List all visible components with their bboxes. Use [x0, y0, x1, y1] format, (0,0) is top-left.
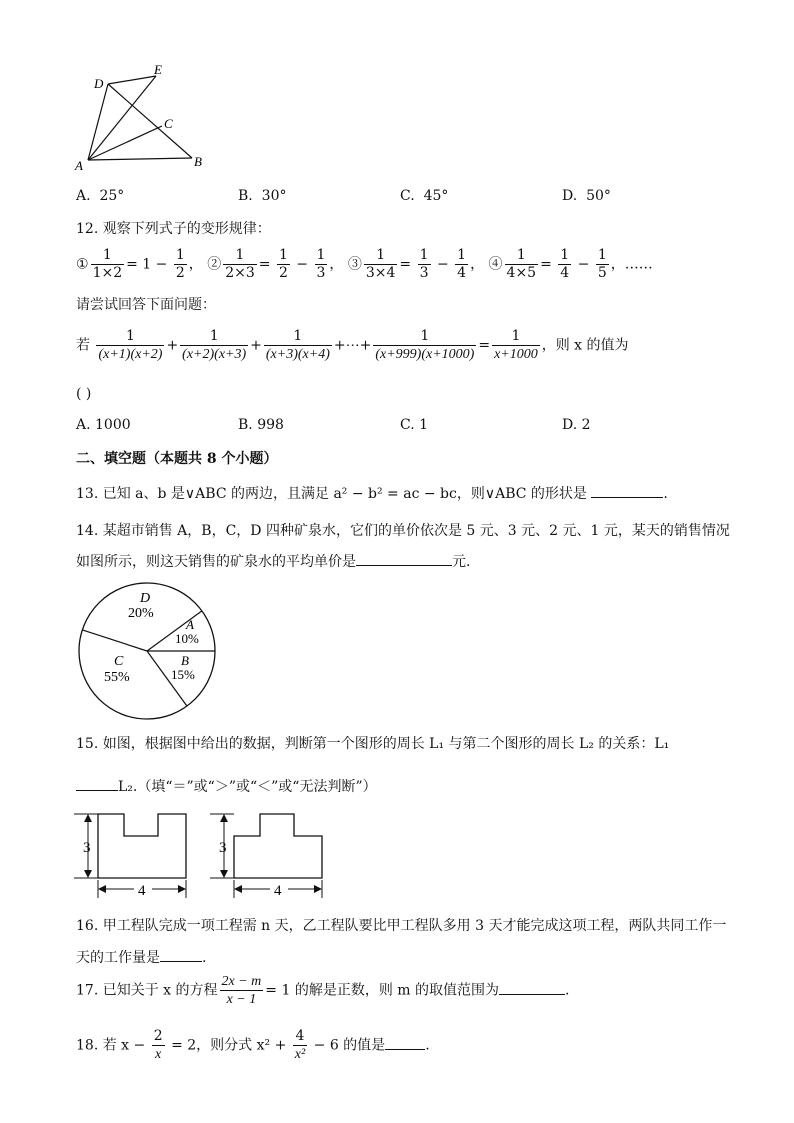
q18-text: 18. 若 x − $\frac{2}{x}$ = 2，则分式 x² + $\frac{4}{\text{x²}}$ − 6 的值是 .	[76, 1028, 430, 1062]
q14-pie-chart	[76, 580, 218, 722]
label-e: E	[154, 62, 162, 77]
section-fill-in-title: 二、填空题（本题共 8 个小题）	[76, 451, 278, 467]
q14-answer-blank[interactable]	[356, 551, 452, 566]
q11-triangle-figure	[70, 60, 220, 175]
segment-db	[108, 84, 192, 158]
q15-answer-blank[interactable]	[76, 776, 118, 791]
q16-line1: 16. 甲工程队完成一项工程需 n 天，乙工程队要比甲工程队多用 3 天才能完成这项工程，两队共同工作一	[76, 918, 727, 934]
q11-option-b: B. 30°	[238, 188, 287, 204]
pie-pct-b: 15%	[171, 667, 195, 682]
q12-option-a: A. 1000	[76, 417, 131, 433]
label-c: C	[164, 116, 173, 131]
segment-de	[108, 76, 156, 84]
q14-line1: 14. 某超市销售 A，B，C，D 四种矿泉水，它们的单价依次是 5 元、3 元、2 元、1 元，某天的销售情况	[76, 523, 730, 539]
q15-figures	[74, 806, 334, 906]
pie-label-c: C	[114, 654, 124, 669]
q11-option-d: D. 50°	[562, 188, 611, 204]
q13-text: 13. 已知 a、b 是∨ABC 的两边，且满足 a² − b² = ac − bc，则∨ABC 的形状是 .	[76, 483, 668, 504]
fig1-height-label: 3	[83, 840, 91, 856]
pie-pct-d: 20%	[128, 606, 154, 621]
q14-line2: 如图所示，则这天销售的矿泉水的平均单价是 元.	[76, 551, 470, 572]
pie-divider-d-c	[82, 630, 147, 651]
q11-option-c: C. 45°	[400, 188, 449, 204]
pie-label-d: D	[140, 591, 151, 606]
q12-option-d: D. 2	[562, 417, 591, 433]
q16-line2: 天的工作量是 .	[76, 947, 206, 968]
label-d: D	[94, 76, 104, 91]
figure-two	[210, 814, 322, 899]
segment-ac	[88, 126, 162, 160]
q12-answer-paren: ( )	[76, 386, 92, 402]
fig1-width-label: 4	[138, 883, 146, 899]
q16-answer-blank[interactable]	[160, 947, 202, 962]
fig2-height-label: 3	[219, 840, 227, 856]
q15-line1: 15. 如图，根据图中给出的数据，判断第一个图形的周长 L₁ 与第二个图形的周长 L₂ 的关系：L₁	[76, 736, 670, 752]
pie-pct-a: 10%	[175, 631, 199, 646]
fig2-width-label: 4	[274, 883, 282, 899]
q12-equation: 若 $\frac{1}{(x+1)(x+2)}$ + $\frac{1}{(x+2)(x+3)}$ + $\frac{1}{(x+3)(x+4)}$ +⋯+ $\frac{1}{(x+999)(x+1000)}$ = $\frac{1}{x+1000}$ ，则 x 的值为	[76, 328, 629, 362]
q17-answer-blank[interactable]	[499, 980, 565, 995]
q12-prompt: 请尝试回答下面问题：	[76, 297, 216, 313]
label-a: A	[75, 158, 83, 173]
figure-one	[74, 814, 186, 899]
q12-stem: 12. 观察下列式子的变形规律：	[76, 221, 271, 237]
q12-examples: ① $\frac{1}{1\times 2}$ = 1 − $\frac{1}{2}$ ， ② $\frac{1}{2\times 3}$ = $\frac{1}{2}$ − $\frac{1}{3}$ ， ③ $\frac{1}{3\times 4}$ = $\frac{1}{3}$ − $\frac{1}{4}$ ， ④ $\frac{1}{4\times 5}$ = $\frac{1}{4}$ − $\frac{1}{5}$ ，……	[76, 247, 653, 281]
q18-answer-blank[interactable]	[385, 1035, 425, 1050]
pie-label-a: A	[186, 617, 194, 632]
q11-option-a: A. 25°	[76, 188, 125, 204]
q12-option-b: B. 998	[238, 417, 284, 433]
q15-line2: L₂.（填“＝”或“＞”或“＜”或“无法判断”）	[76, 776, 377, 797]
label-b: B	[194, 154, 202, 169]
pie-pct-c: 55%	[104, 670, 130, 685]
pie-label-b: B	[181, 653, 189, 668]
segment-ab	[88, 158, 192, 160]
q12-option-c: C. 1	[400, 417, 429, 433]
q13-answer-blank[interactable]	[591, 483, 663, 498]
q17-text: 17. 已知关于 x 的方程 $\frac{2x - m}{x - 1}$ = 1 的解是正数，则 m 的取值范围为 .	[76, 974, 570, 1007]
